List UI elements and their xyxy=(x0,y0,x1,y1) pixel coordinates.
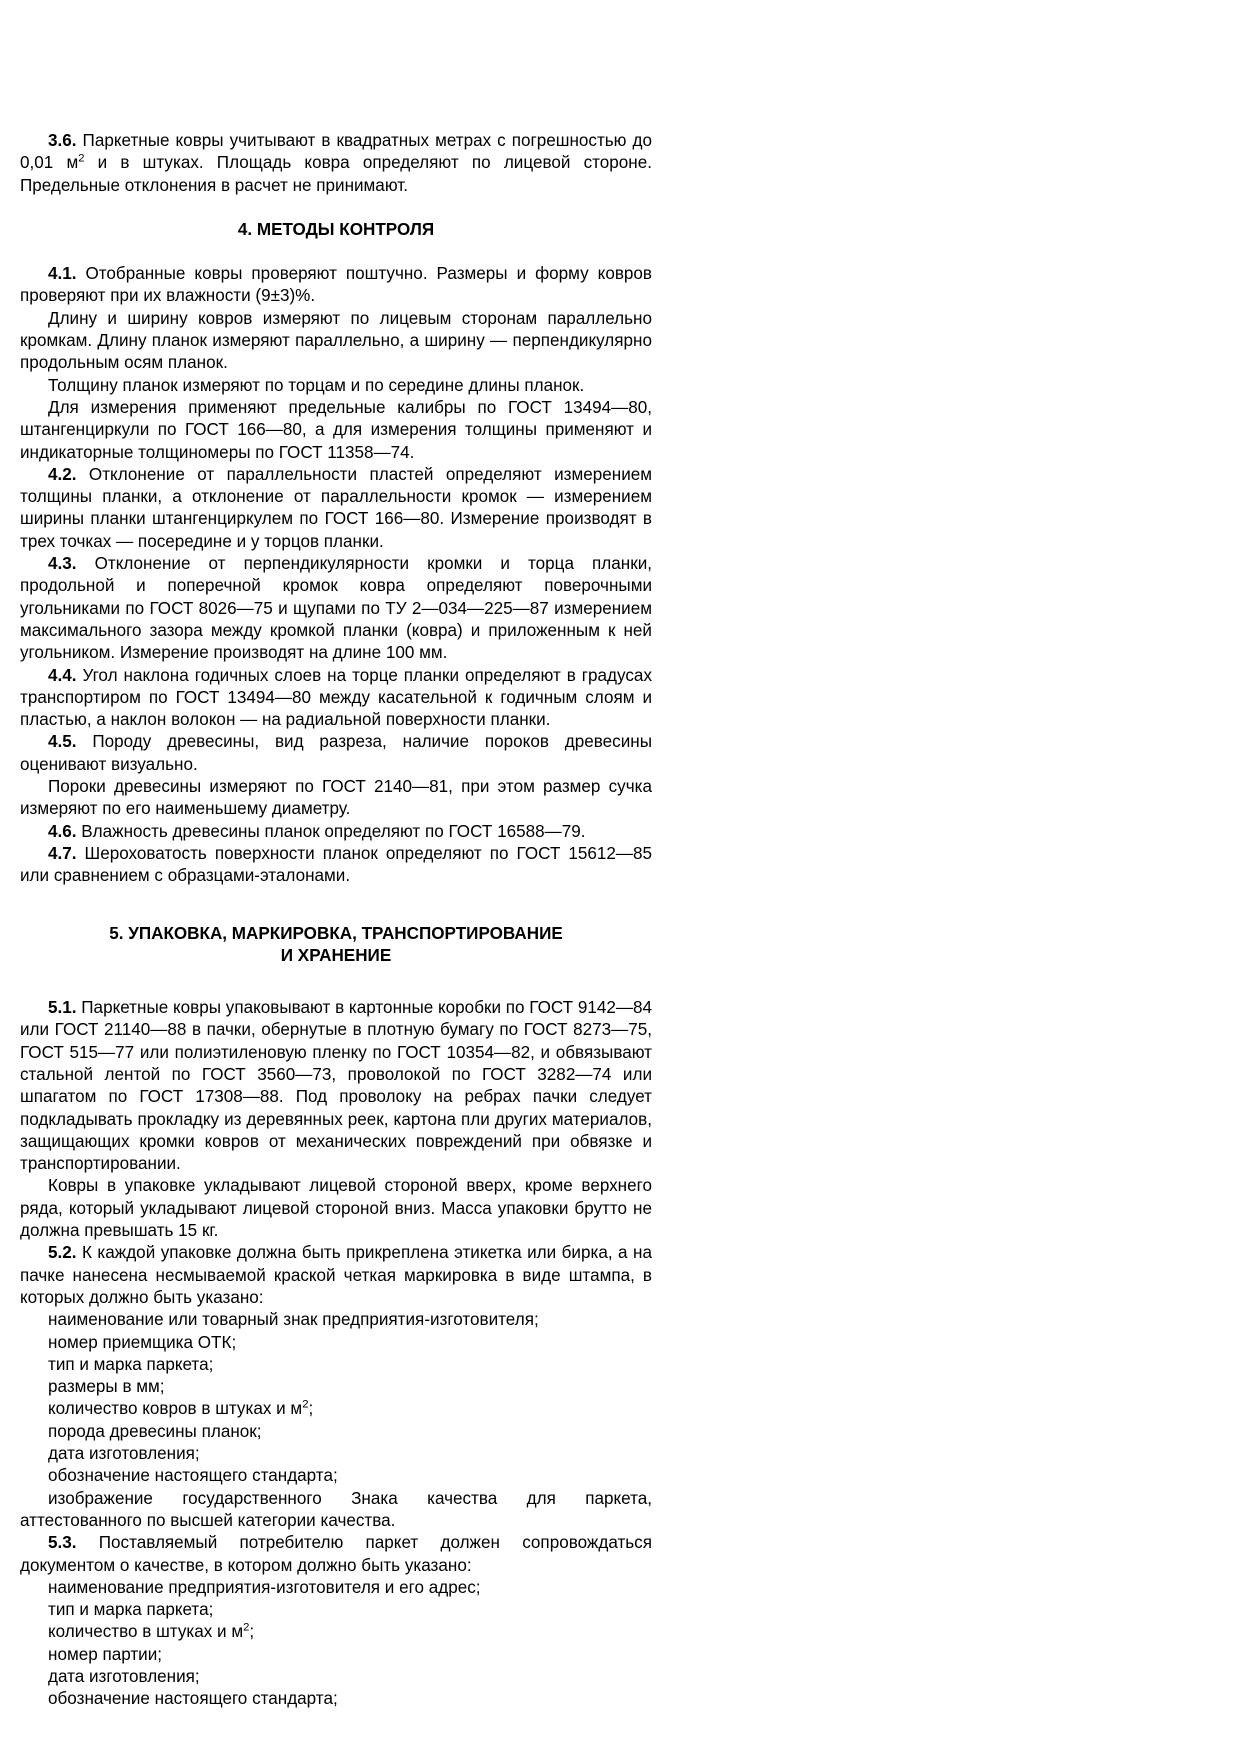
clause-text-4-2: Отклонение от параллельности пластей определяют измерением толщины планки, а отклонение от параллельности кромок — измерением ширины планки штангенциркулем по ГОСТ 166—80. Измерение производят в трех точках — посередине и у торцов планки. xyxy=(20,464,652,551)
heading-5-spacer-after xyxy=(20,967,652,997)
paragraph-4-7 xyxy=(20,843,652,888)
clause-text-5-1: Паркетные ковры упаковывают в картонные коробки по ГОСТ 9142—84 или ГОСТ 21140—88 в пачки, обернутые в плотную бумагу по ГОСТ 8273—75, ГОСТ 515—77 или полиэтиленовую пленку по ГОСТ 10354—82, и обвязывают стальной лентой по ГОСТ 3560—73, проволокой по ГОСТ 3282—74 или шпагатом по ГОСТ 17308—88. Под проволоку на ребрах пачки следует подкладывать прокладку из деревянных реек, картона пли других материалов, защищающих кромки ковров от механических повреждений при обвязке и транспортировании. xyxy=(20,998,652,1174)
heading-5-spacer-before xyxy=(20,888,652,923)
list-item-text: тип и марка паркета; xyxy=(48,1354,214,1374)
heading-4-spacer-before xyxy=(20,197,652,219)
clause-text-4-3: Отклонение от перпендикулярности кромки и торца планки, продольной и поперечной кромок ковра определяют поверочными угольниками по ГОСТ 8026—75 и щупами по ТУ 2—034—225—87 измерением максимального зазора между кромкой планки (ковра) и приложенным к ней угольником. Измерение производят на длине 100 мм. xyxy=(20,554,652,663)
list-item xyxy=(20,1666,652,1688)
list-item xyxy=(20,1599,652,1621)
clause-number-4-5: 4.5. xyxy=(48,732,77,752)
list-item xyxy=(20,1621,652,1643)
clause-number-5-2: 5.2. xyxy=(48,1243,77,1263)
list-item xyxy=(20,1332,652,1354)
list-item xyxy=(20,1443,652,1465)
paragraph-5-1-b: Ковры в упаковке укладывают лицевой стороной вверх, кроме верхнего ряда, который укладывают лицевой стороной вниз. Масса упаковки брутто не должна превышать 15 кг. xyxy=(20,1176,652,1241)
clause-text-3-6-a: Паркетные ковры учитывают в квадратных метрах с погрешностью до 0,01 м xyxy=(20,131,652,173)
section-heading-5-line-1: 5. УПАКОВКА, МАРКИРОВКА, ТРАНСПОРТИРОВАНИЕ xyxy=(109,923,563,943)
list-item-text: обозначение настоящего стандарта; xyxy=(48,1466,338,1486)
document-page xyxy=(20,0,652,1711)
clause-number-5-1: 5.1. xyxy=(48,998,77,1018)
clause-number-4-7: 4.7. xyxy=(48,843,77,863)
clause-number-4-4: 4.4. xyxy=(48,665,77,685)
paragraph-4-1-c: Толщину планок измеряют по торцам и по середине длины планок. xyxy=(48,375,585,395)
list-item xyxy=(20,1398,652,1420)
superscript-square-meter: 2 xyxy=(78,152,85,165)
list-item-text: дата изготовления; xyxy=(48,1444,200,1464)
clause-text-5-2: К каждой упаковке должна быть прикреплена этикетка или бирка, а на пачке нанесена несмываемой краской четкая маркировка в виде штампа, в которых должно быть указано: xyxy=(20,1243,652,1307)
clause-text-4-5: Породу древесины, вид разреза, наличие пороков древесины оценивают визуально. xyxy=(20,732,652,774)
clause-text-4-6: Влажность древесины планок определяют по ГОСТ 16588—79. xyxy=(76,821,586,841)
list-item xyxy=(20,1376,652,1398)
paragraph-4-5-b: Пороки древесины измеряют по ГОСТ 2140—81, при этом размер сучка измеряют по его наименьшему диаметру. xyxy=(20,777,652,819)
list-item xyxy=(20,1354,652,1376)
clause-number-4-2: 4.2. xyxy=(48,464,77,484)
paragraph-3-6 xyxy=(20,130,652,197)
clause-text-4-4: Угол наклона годичных слоев на торце планки определяют в градусах транспортиром по ГОСТ 13494—80 между касательной к годичным слоям и пластью, а наклон волокон — на радиальной поверхности планки. xyxy=(20,665,652,730)
top-margin-spacer xyxy=(20,0,652,130)
section-heading-5-line-2: И ХРАНЕНИЕ xyxy=(280,945,392,965)
list-item xyxy=(20,1309,652,1331)
list-item-text: количество ковров в штуках и м xyxy=(48,1399,303,1419)
paragraph-4-2 xyxy=(20,464,652,553)
clause-number-3-6: 3.6. xyxy=(48,131,77,150)
paragraph-4-6 xyxy=(20,821,652,843)
clause-number-5-3: 5.3. xyxy=(48,1533,77,1553)
list-item-wrapping: изображение государственного Знака качества для паркета, аттестованного по высшей категории качества. xyxy=(20,1488,652,1530)
paragraph-5-2 xyxy=(20,1242,652,1309)
paragraph-4-1 xyxy=(20,263,652,308)
paragraph-4-4 xyxy=(20,665,652,732)
superscript-square-meter: 2 xyxy=(302,1398,309,1411)
heading-4-spacer-after xyxy=(20,241,652,263)
paragraph-4-5 xyxy=(20,731,652,776)
paragraph-5-1 xyxy=(20,997,652,1175)
clause-number-4-3: 4.3. xyxy=(48,554,77,574)
paragraph-5-3 xyxy=(20,1532,652,1577)
paragraph-4-3 xyxy=(20,553,652,664)
section-heading-4: 4. МЕТОДЫ КОНТРОЛЯ xyxy=(237,219,435,239)
list-item-text: порода древесины планок; xyxy=(48,1421,262,1441)
superscript-square-meter: 2 xyxy=(243,1621,250,1634)
list-item-text: наименование или товарный знак предприятия-изготовителя; xyxy=(48,1310,539,1330)
list-item xyxy=(20,1577,652,1599)
clause-text-4-7: Шероховатость поверхности планок определяют по ГОСТ 15612—85 или сравнением с образцами-эталонами. xyxy=(20,843,652,886)
list-item-text-tail: ; xyxy=(249,1622,255,1642)
list-item-text: количество в штуках и м xyxy=(48,1622,244,1642)
paragraph-4-1-d: Для измерения применяют предельные калибры по ГОСТ 13494—80, штангенциркули по ГОСТ 166—80, а для измерения толщины применяют и индикаторные толщиномеры по ГОСТ 11358—74. xyxy=(20,397,652,462)
marking-requirements-list xyxy=(20,1309,652,1532)
clause-text-3-6-b: и в штуках. Площадь ковра определяют по лицевой стороне. Предельные отклонения в расчет не принимают. xyxy=(20,153,652,195)
list-item-text: номер приемщика ОТК; xyxy=(48,1332,237,1352)
quality-document-requirements-list xyxy=(20,1577,652,1711)
list-item-text: тип и марка паркета; xyxy=(48,1600,214,1620)
list-item-text: обозначение настоящего стандарта; xyxy=(48,1689,338,1709)
list-item-text: наименование предприятия-изготовителя и его адрес; xyxy=(48,1577,481,1597)
clause-text-5-3: Поставляемый потребителю паркет должен сопровождаться документом о качестве, в котором должно быть указано: xyxy=(20,1533,652,1575)
list-item xyxy=(20,1688,652,1710)
list-item-text: размеры в мм; xyxy=(48,1377,165,1397)
list-item-text-tail: ; xyxy=(308,1399,314,1419)
list-item xyxy=(20,1421,652,1443)
list-item-text: номер партии; xyxy=(48,1644,163,1664)
clause-number-4-1: 4.1. xyxy=(48,264,77,284)
list-item xyxy=(20,1644,652,1666)
list-item-text: дата изготовления; xyxy=(48,1667,200,1686)
clause-number-4-6: 4.6. xyxy=(48,821,77,841)
paragraph-4-1-b: Длину и ширину ковров измеряют по лицевым сторонам параллельно кромкам. Длину планок измеряют параллельно, а ширину — перпендикулярно продольным осям планок. xyxy=(20,308,652,373)
clause-text-4-1: Отобранные ковры проверяют поштучно. Размеры и форму ковров проверяют при их влажности (9±3)%. xyxy=(20,264,652,306)
list-item xyxy=(20,1465,652,1487)
